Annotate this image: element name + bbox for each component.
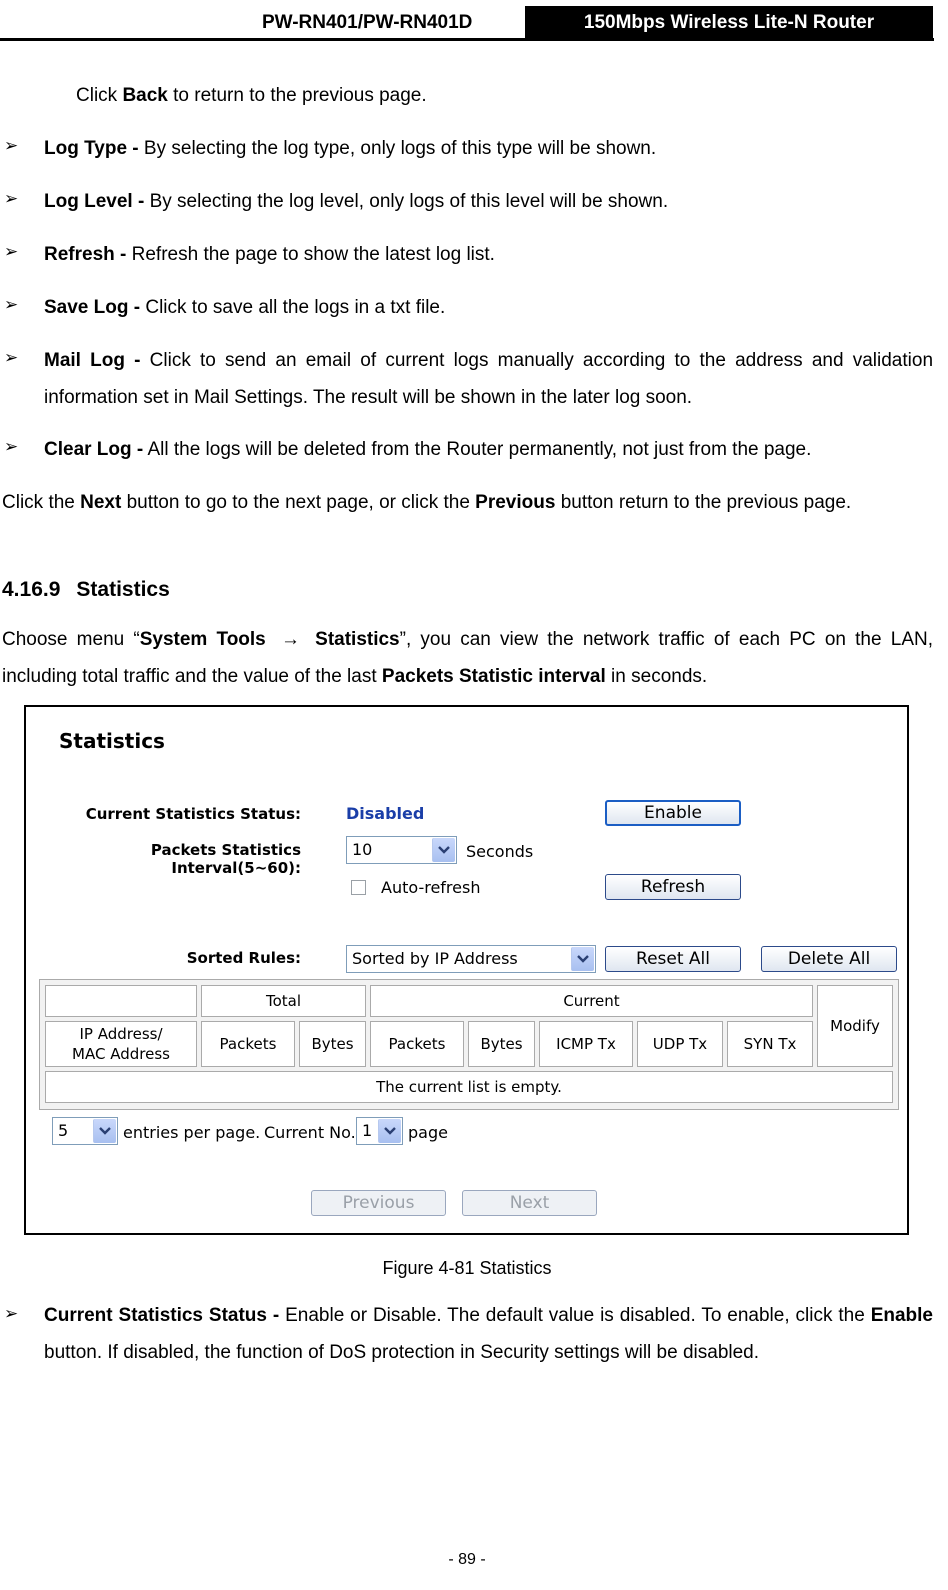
sorted-rules-value: Sorted by IP Address <box>352 949 518 968</box>
chevron-down-icon <box>93 1119 116 1143</box>
page-label: page <box>408 1123 448 1142</box>
menu-arrow-icon: → <box>280 629 300 650</box>
bullet-arrow-icon: ➢ <box>4 242 19 261</box>
interval-label: Packets Statistics Interval(5~60): <box>150 841 301 877</box>
previous-button[interactable]: Previous <box>311 1190 446 1216</box>
table-col-total-packets: Packets <box>201 1021 295 1067</box>
sorted-rules-label: Sorted Rules: <box>186 949 301 967</box>
table-col-current-bytes: Bytes <box>468 1021 535 1067</box>
ui-page-title: Statistics <box>59 729 165 753</box>
page-select[interactable] <box>356 1117 403 1145</box>
entries-value: 5 <box>58 1121 69 1140</box>
intro-paragraph <box>76 77 427 114</box>
table-header-current: Current <box>370 985 813 1017</box>
table-header-total: Total <box>201 985 366 1017</box>
entries-per-page-select[interactable] <box>52 1117 118 1145</box>
bullet-log-level: Log Level - By selecting the log level, only logs of this level will be shown. <box>44 191 669 212</box>
table-col-current-packets: Packets <box>370 1021 464 1067</box>
chevron-down-icon <box>378 1119 401 1143</box>
chevron-down-icon <box>432 838 455 862</box>
chevron-down-icon <box>571 947 594 971</box>
page-value: 1 <box>362 1121 373 1140</box>
current-no-label: Current No. <box>264 1123 356 1142</box>
header-model: PW-RN401/PW-RN401D <box>262 12 473 33</box>
figure-caption: Figure 4-81 Statistics <box>382 1258 552 1278</box>
intro-text-end: to return to the previous page. <box>167 85 427 106</box>
interval-value: 10 <box>352 840 373 859</box>
bullet-save-log: Save Log - Click to save all the logs in a txt file. <box>44 297 446 318</box>
bullet-arrow-icon: ➢ <box>4 1304 19 1323</box>
delete-all-button[interactable]: Delete All <box>761 946 897 972</box>
status-label: Current Statistics Status: <box>85 805 301 823</box>
intro-bold: Back <box>122 85 168 106</box>
seconds-label: Seconds <box>466 842 534 861</box>
page-number: - 89 - <box>448 1551 486 1568</box>
bullet-arrow-icon: ➢ <box>4 295 19 314</box>
next-button[interactable]: Next <box>462 1190 597 1216</box>
table-col-total-bytes: Bytes <box>299 1021 366 1067</box>
bullet-clear-log: Clear Log - All the logs will be deleted from the Router permanently, not just from the page. <box>44 439 812 460</box>
statistics-table <box>39 979 899 1110</box>
section-paragraph: Choose menu “System Tools → Statistics”, you can view the network traffic of each PC on the LAN, including total traffic and the value of the last Packets Statistic interval in seconds. <box>2 629 933 687</box>
section-title: Statistics <box>76 578 170 601</box>
header-rule-tick <box>931 34 933 40</box>
header-rule <box>0 38 934 41</box>
table-col-icmp-tx: ICMP Tx <box>539 1021 633 1067</box>
table-header-modify: Modify <box>817 985 893 1067</box>
intro-text: Click <box>76 85 123 106</box>
bullet-refresh: Refresh - Refresh the page to show the latest log list. <box>44 244 495 265</box>
bullet-mail-log: Mail Log - Click to send an email of current logs manually according to the address and validation information set in Mail Settings. The result will be shown in the later log soon. <box>44 350 934 408</box>
auto-refresh-checkbox[interactable] <box>351 880 366 895</box>
table-empty-message: The current list is empty. <box>45 1071 893 1103</box>
table-col-syn-tx: SYN Tx <box>727 1021 813 1067</box>
bullet-current-statistics-status: Current Statistics Status - Enable or Disable. The default value is disabled. To enable, click the Enable button. If disabled, the function of DoS protection in Security settings will be disabled. <box>44 1305 933 1363</box>
table-col-udp-tx: UDP Tx <box>637 1021 723 1067</box>
statistics-screenshot <box>24 705 909 1235</box>
section-heading <box>2 578 170 602</box>
header-product: 150Mbps Wireless Lite-N Router <box>525 6 933 39</box>
auto-refresh-label: Auto-refresh <box>381 878 481 897</box>
interval-select[interactable] <box>346 836 457 864</box>
reset-all-button[interactable]: Reset All <box>605 946 741 972</box>
table-col-ip-mac: IP Address/ MAC Address <box>45 1021 197 1067</box>
section-number: 4.16.9 <box>2 578 61 601</box>
bullet-arrow-icon: ➢ <box>4 348 19 367</box>
bullet-arrow-icon: ➢ <box>4 189 19 208</box>
bullet-arrow-icon: ➢ <box>4 437 19 456</box>
sorted-rules-select[interactable] <box>346 945 596 973</box>
nav-paragraph: Click the Next button to go to the next page, or click the Previous button return to the previous page. <box>2 492 852 513</box>
enable-button[interactable]: Enable <box>605 800 741 826</box>
bullet-arrow-icon: ➢ <box>4 136 19 155</box>
refresh-button[interactable]: Refresh <box>605 874 741 900</box>
status-value: Disabled <box>346 804 425 823</box>
bullet-log-type: Log Type - By selecting the log type, only logs of this type will be shown. <box>44 138 657 159</box>
entries-label: entries per page. <box>123 1123 261 1142</box>
table-header-blank <box>45 985 197 1017</box>
